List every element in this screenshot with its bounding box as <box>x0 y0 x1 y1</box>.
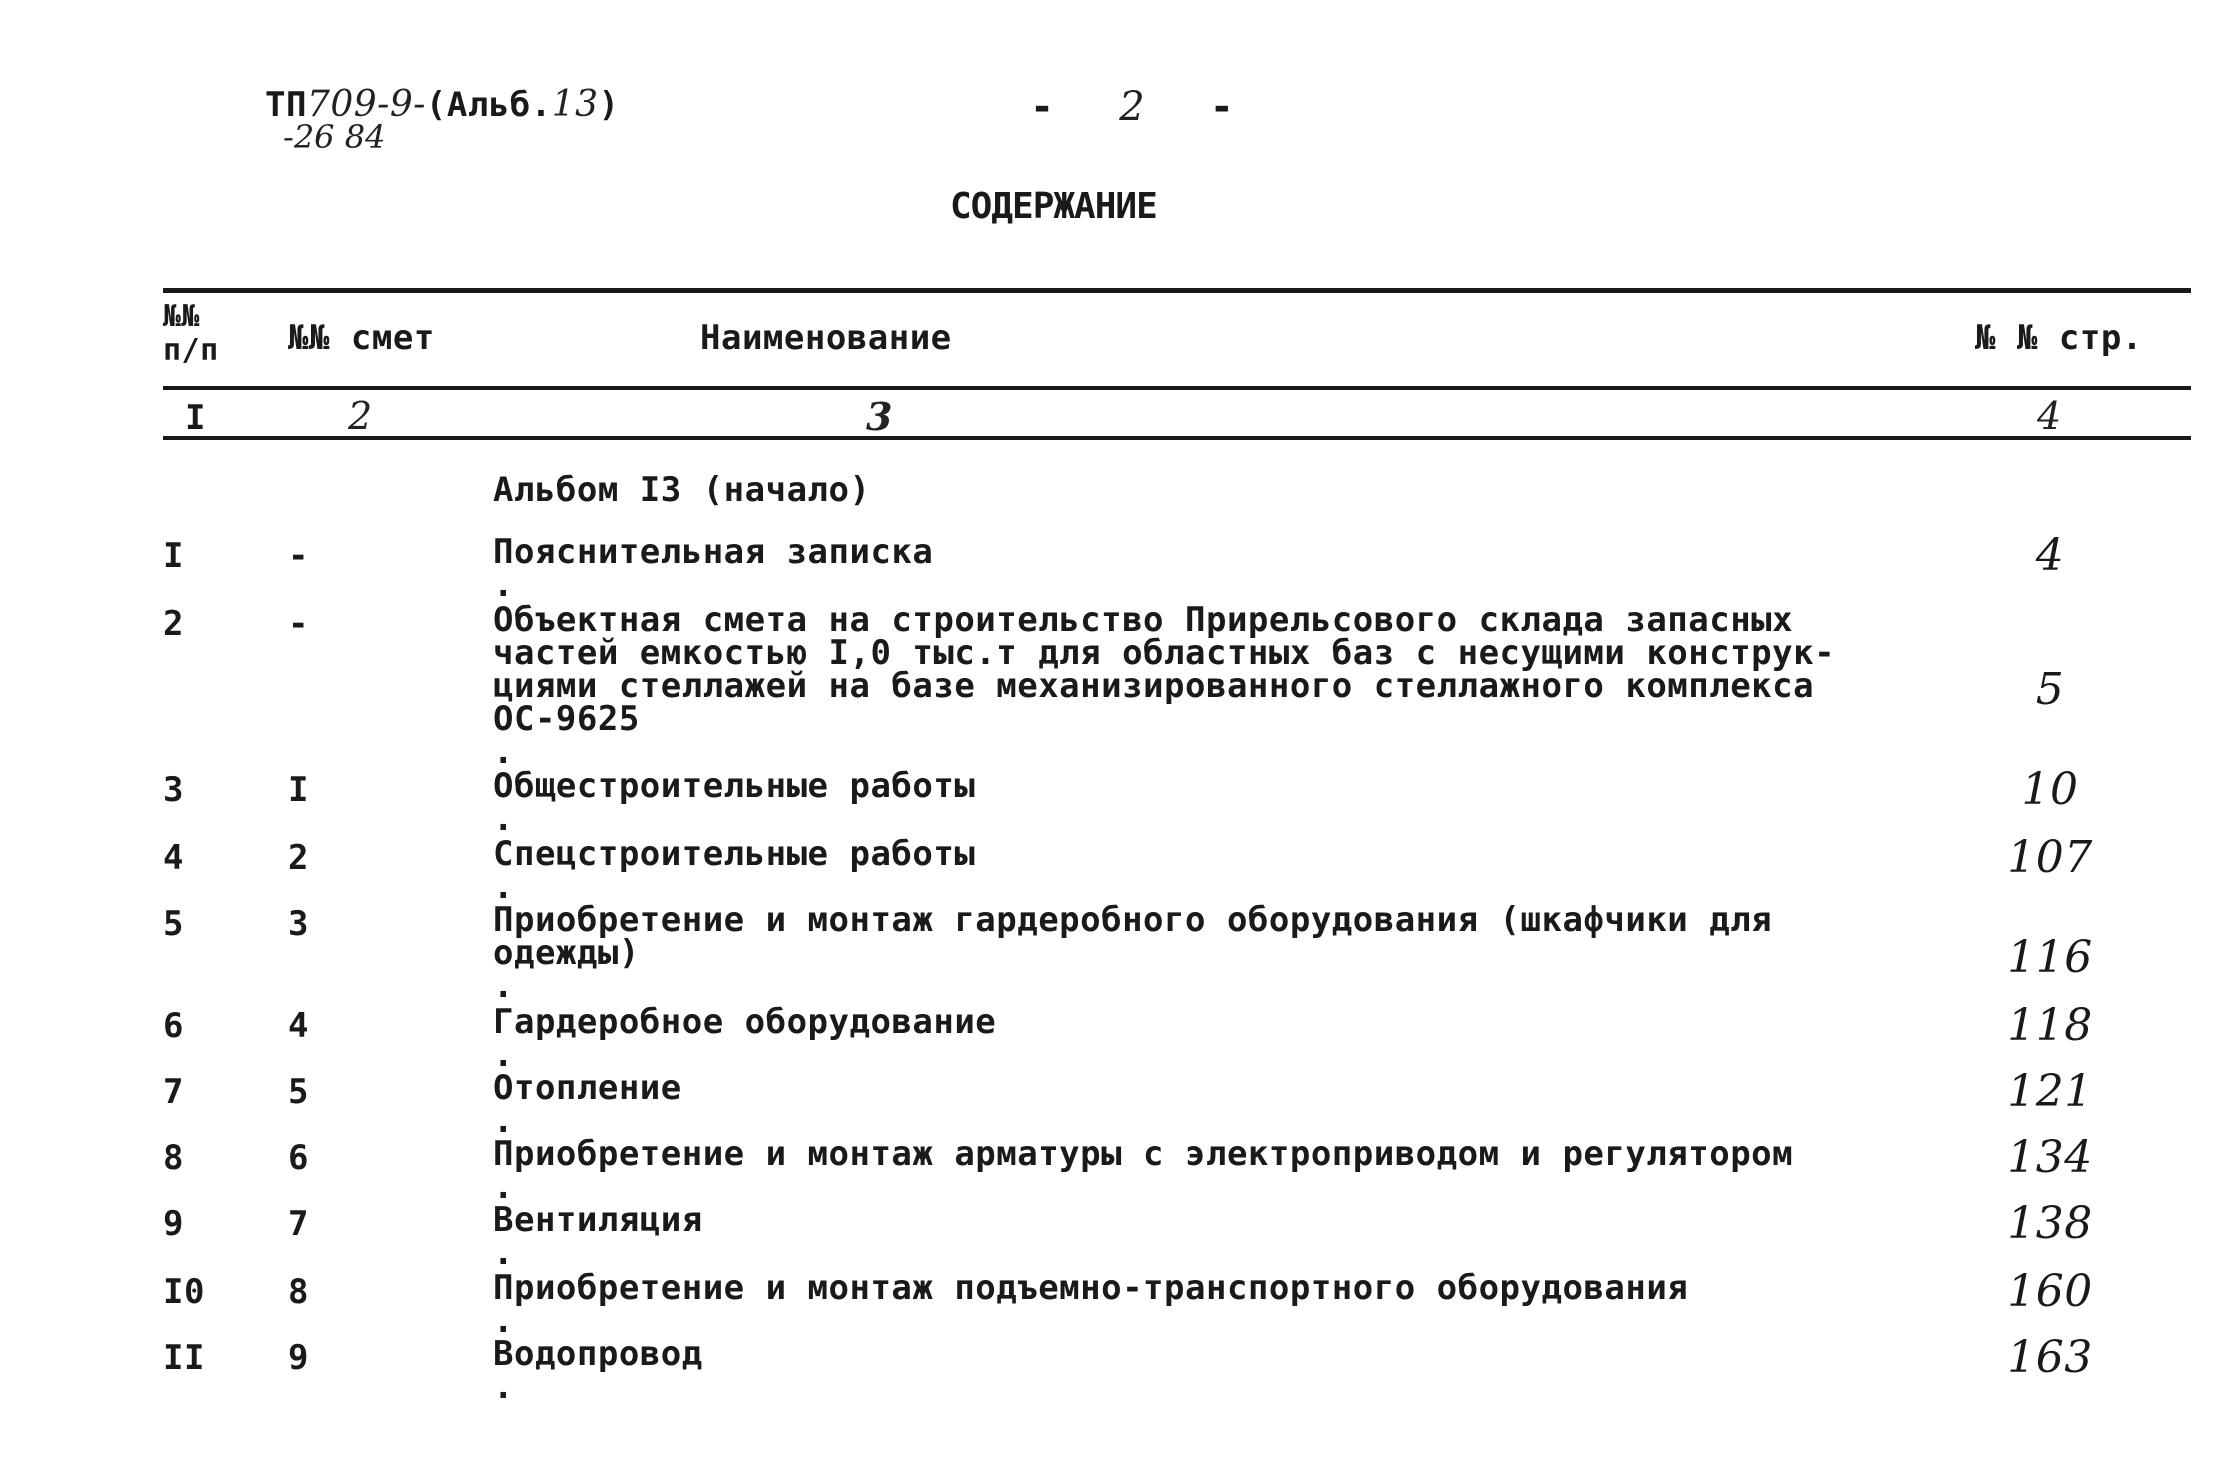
row-name <box>493 1268 1943 1341</box>
row-name-text: Приобретение и монтаж подъемно-транспортного оборудования <box>493 1268 1689 1308</box>
section-title: Альбом I3 (начало) <box>493 470 871 510</box>
leader-dots: . <box>493 1101 517 1141</box>
page-number: 2 <box>1119 84 1146 130</box>
row-name <box>493 532 1943 605</box>
row-name-line <box>493 666 1943 706</box>
row-name <box>493 1200 1943 1273</box>
album-number: 13 <box>551 84 599 125</box>
row-number: 5 <box>163 904 184 944</box>
header-col-num-line2: п/п <box>163 333 219 368</box>
row-number: 4 <box>163 838 184 878</box>
row-name-text: Спецстроительные работы <box>493 834 976 874</box>
row-page-number: 163 <box>2007 1332 2093 1383</box>
row-number: 7 <box>163 1072 184 1112</box>
row-name <box>493 1068 1943 1141</box>
row-page-number: 118 <box>2007 1000 2093 1051</box>
row-estimate-number: 8 <box>288 1272 309 1312</box>
header-col-estimate: №№ смет <box>288 318 435 358</box>
row-name-text: Общестроительные работы <box>493 766 976 806</box>
column-number-4: 4 <box>2037 394 2062 438</box>
leader-dots: . <box>493 732 517 772</box>
page-dash-right: - <box>1209 84 1235 130</box>
row-name-text: Отопление <box>493 1068 682 1108</box>
leader-dots: . <box>493 966 517 1006</box>
row-estimate-number: 2 <box>288 838 309 878</box>
row-name <box>493 900 1943 1006</box>
row-name <box>493 1334 1943 1407</box>
row-number: 3 <box>163 770 184 810</box>
row-name-text: Гардеробное оборудование <box>493 1002 997 1042</box>
row-name-text: частей емкостью I,0 тыс.т для областных баз с несущими конструк- <box>493 633 1836 673</box>
row-name-text: Пояснительная записка <box>493 532 934 572</box>
row-estimate-number: I <box>288 770 309 810</box>
row-estimate-number: 5 <box>288 1072 309 1112</box>
row-name-line <box>493 1002 1943 1075</box>
row-name <box>493 766 1943 839</box>
page-dash-left: - <box>1030 84 1055 130</box>
leader-dots: . <box>493 1367 517 1407</box>
row-number: I0 <box>163 1272 205 1312</box>
leader-dots: . <box>493 565 517 605</box>
row-name-text: Объектная смета на строительство Прирельсового склада запасных <box>493 600 1794 640</box>
row-name-text: Вентиляция <box>493 1200 703 1240</box>
page-number-marker <box>1030 84 1234 130</box>
row-name-line <box>493 1334 1943 1407</box>
row-number: 8 <box>163 1138 184 1178</box>
row-name <box>493 1002 1943 1075</box>
row-estimate-number: 4 <box>288 1006 309 1046</box>
row-page-number: 4 <box>2035 530 2065 581</box>
row-page-number: 10 <box>2021 764 2079 815</box>
row-page-number: 107 <box>2007 832 2093 883</box>
row-name-line <box>493 900 1943 940</box>
table-header-rule <box>163 386 2191 390</box>
row-page-number: 138 <box>2007 1198 2093 1249</box>
column-number-1: I <box>185 398 206 438</box>
leader-dots: . <box>493 799 517 839</box>
header-col-page: № № стр. <box>1975 318 2143 358</box>
row-name-line <box>493 1200 1943 1273</box>
row-name-line <box>493 699 1943 772</box>
row-name <box>493 1134 1943 1207</box>
row-estimate-number: - <box>288 604 309 644</box>
page-title: СОДЕРЖАНИЕ <box>950 186 1157 227</box>
row-name-text: Приобретение и монтаж гардеробного оборудования (шкафчики для <box>493 900 1773 940</box>
row-page-number: 116 <box>2007 932 2093 983</box>
table-colnum-rule <box>163 436 2191 440</box>
header-col-num-line1: №№ <box>163 299 201 334</box>
row-estimate-number: - <box>288 536 309 576</box>
row-estimate-number: 9 <box>288 1338 309 1378</box>
row-name-text: одежды) <box>493 933 640 973</box>
row-name-line <box>493 933 1943 1006</box>
row-number: 6 <box>163 1006 184 1046</box>
row-estimate-number: 7 <box>288 1204 309 1244</box>
album-open: (Альб. <box>425 85 552 125</box>
row-name-line <box>493 766 1943 839</box>
row-page-number: 5 <box>2035 664 2065 715</box>
row-name-text: Водопровод <box>493 1334 703 1374</box>
row-page-number: 134 <box>2007 1132 2093 1183</box>
code-prefix: ТП <box>265 85 307 125</box>
code-handwritten-suffix: -26 84 <box>283 118 386 156</box>
row-estimate-number: 3 <box>288 904 309 944</box>
row-number: I <box>163 536 184 576</box>
row-name <box>493 600 1943 772</box>
row-name-text: циями стеллажей на базе механизированного стеллажного комплекса <box>493 666 1815 706</box>
leader-dots: . <box>493 1035 517 1075</box>
leader-dots: . <box>493 1167 517 1207</box>
leader-dots: . <box>493 1301 517 1341</box>
row-name-line <box>493 1268 1943 1341</box>
row-name-line <box>493 1068 1943 1141</box>
table-top-rule <box>163 288 2191 293</box>
leader-dots: . <box>493 1233 517 1273</box>
row-name-line <box>493 1134 1943 1207</box>
row-name-line <box>493 834 1943 907</box>
row-number: 2 <box>163 604 184 644</box>
row-name-text: Приобретение и монтаж арматуры с электроприводом и регулятором <box>493 1134 1794 1174</box>
header-col-name: Наименование <box>700 318 952 358</box>
album-close: ) <box>598 85 620 125</box>
row-page-number: 121 <box>2007 1066 2093 1117</box>
row-number: II <box>163 1338 205 1378</box>
code-handwritten-number: 709-9- <box>306 84 426 125</box>
row-name-text: ОС-9625 <box>493 699 640 739</box>
row-page-number: 160 <box>2007 1266 2093 1317</box>
column-number-2: 2 <box>348 394 373 438</box>
row-name <box>493 834 1943 907</box>
row-estimate-number: 6 <box>288 1138 309 1178</box>
row-number: 9 <box>163 1204 184 1244</box>
column-number-3: 3 <box>866 394 893 439</box>
row-name-line <box>493 532 1943 605</box>
header-col-num <box>163 300 219 368</box>
leader-dots: . <box>493 867 517 907</box>
